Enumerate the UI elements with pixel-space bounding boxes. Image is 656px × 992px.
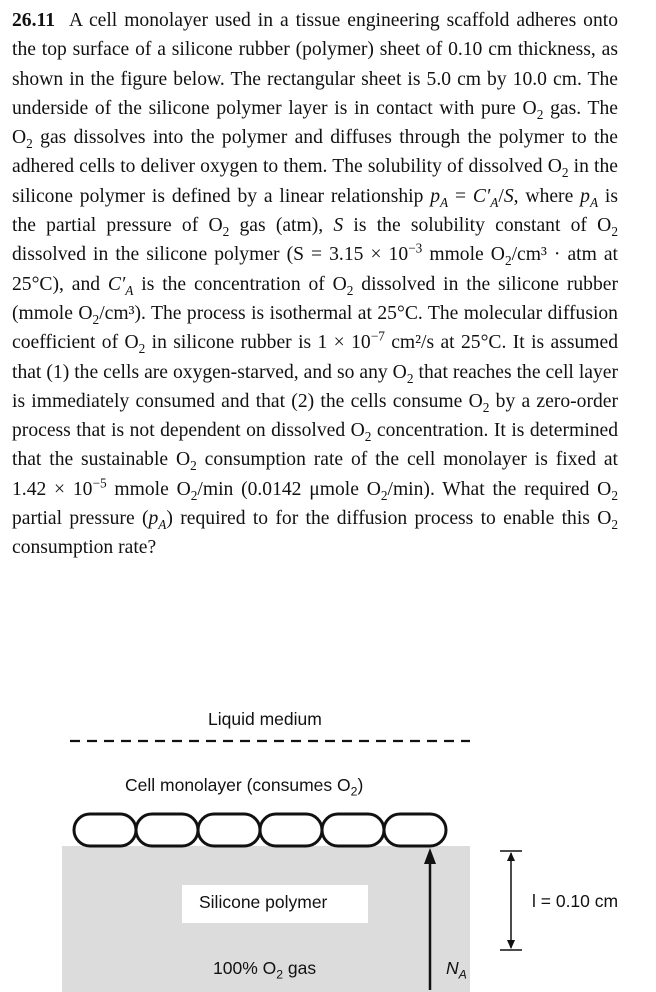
thickness-arrowhead-top [507, 852, 515, 861]
thickness-arrowhead-bottom [507, 940, 515, 949]
diffusion-figure [0, 700, 656, 992]
cell [74, 814, 136, 846]
problem-number: 26.11 [12, 10, 56, 31]
silicone-polymer-label: Silicone polymer [199, 892, 328, 912]
cell [198, 814, 260, 846]
figure-drawing [0, 700, 656, 992]
cell [260, 814, 322, 846]
problem-text: 26.11 A cell monolayer used in a tissue engineering scaffold adheres onto the top surface of a silicone rubber (polymer) sheet of 0.10 cm thickness, as shown in the figure below. The rectangular sheet is 5.0 cm by 10.0 cm. The underside of the silicone polymer layer is in contact with pure $O_2$ gas. The $O_2$ gas dissolves into the polymer and diffuses through the polymer to the adhered cells to deliver oxygen to them. The solubility of dissolved $O_2$ in the silicone polymer is defined by a linear relationship $p_A = C'_A/S$, where $p_A$ is the partial pressure of $O_2$ gas (atm), S is the solubility constant of $O_2$ dissolved in the silicone polymer ($S = 3.15 \times 10^{-3}$ mmole $O_2$/cm³ · atm at 25°C), and $C'_A$ is the concentration of $O_2$ dissolved in the silicone rubber (mmole $O_2/cm^3$). The process is isothermal at 25°C. The molecular diffusion coefficient of $O_2$ in silicone rubber is $1 \times 10^{-7}$ cm²/s at 25°C. It is assumed that (1) the cells are oxygen-starved, and so any $O_2$ that reaches the cell layer is immediately consumed and that (2) the cells consume $O_2$ by a zero-order process that is not dependent on dissolved $O_2$ concentration. It is determined that the sustainable $O_2$ consumption rate of the cell monolayer is fixed at $1.42 \times 10^{-5}$ mmole $O_2/\min$ (0.0142 μmole $O_2/\min$). What the required $O_2$ partial pressure $(p_A)$ required to for the diffusion process to enable this $O_2$ consumption rate? [12, 10, 619, 559]
flux-label: $N_A$ [446, 958, 467, 982]
cell [384, 814, 446, 846]
liquid-medium-label: Liquid medium [208, 709, 322, 729]
cell-monolayer [74, 814, 446, 846]
thickness-label: l = 0.10 cm [532, 891, 619, 911]
cell [136, 814, 198, 846]
oxygen-gas-label: 100% $O_2$ gas [213, 958, 317, 982]
cell-monolayer-label: Cell monolayer (consumes $O_2$) [125, 775, 364, 799]
problem-text-part: A cell monolayer used in a tissue engineering scaffold adheres onto the top surface of a silicone rubber (polymer) sheet of 0.10 cm thickness, as shown in the figure below. The rectangular sheet is 5.0 cm by 10.0 cm. The underside of the silicone polymer layer is in contact with pure O [12, 10, 619, 119]
cell [322, 814, 384, 846]
